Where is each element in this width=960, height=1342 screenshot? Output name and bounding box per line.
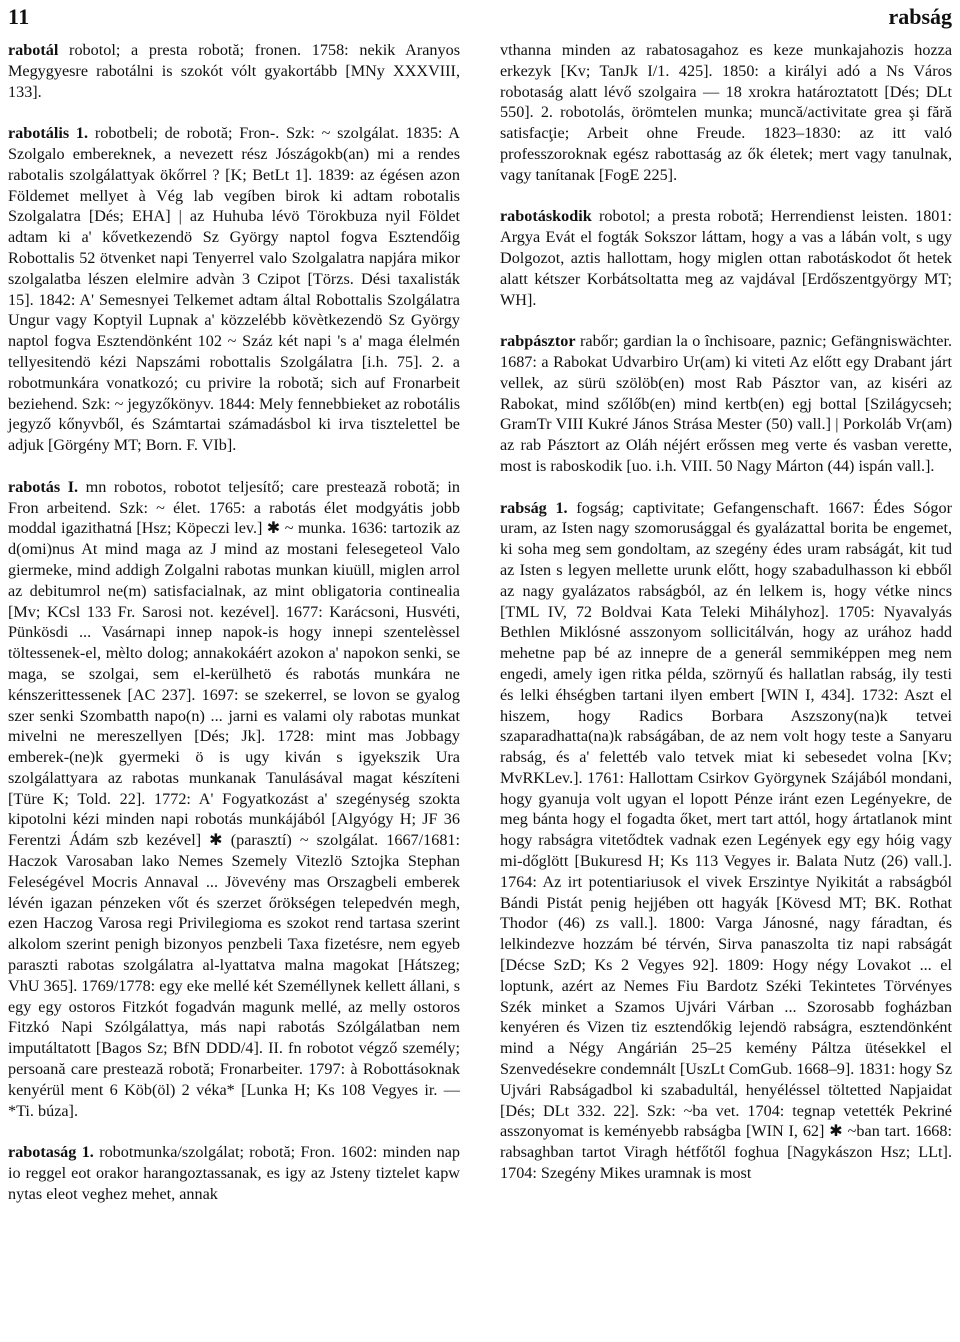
dictionary-entry [500, 206, 952, 310]
entry-headword: rabotáskodik [500, 207, 592, 226]
dictionary-entry [500, 40, 952, 186]
entry-text: robotol; a presta robotă; fronen. 1758: nekik Aranyos Megygyesre rabotálni is szokót vólt gyakortább [MNy XXXVIII, 133]. [8, 41, 460, 101]
dictionary-entry [500, 331, 952, 477]
page-header [8, 0, 952, 34]
dictionary-entry [8, 40, 460, 102]
entry-text: vthanna minden az rabatosagahoz es keze munkajahozis hozza erkezyk [Kv; TanJk I/1. 425]. 1850: a királyi adó a Ns Város robotaság alatt lévő szolgaira — 18 xrokra határoztatott [Dés; DLt 550]. 2. robotolás, örömtelen munka; muncă/activitate grea şi fără satisfacţie; Arbeit ohne Freude. 1823–1830: az itt való professzoroknak egész rabottaság az ők életek; mert vagy tanulnak, vagy tanítanak [FogE 225]. [500, 41, 952, 184]
entry-text: mn robotos, robotot teljesítő; care prestează robotă; in Fron arbeitend. Szk: ~ élet. 1765: a rabotás élet modgyátis jobb moddal igazithatná [Hsz; Köpeczi lev.] ✱ ~ munka. 1636: tartozik az d(omi)nus At mind maga az J mind az mostani felesegeteol Valo giermeke, mind addigh Zolgalni rabotas munkan kiuüll, miglen arrol az debitumrol ne(m) satisfacialnak, az mint obligatoria continealia [Mv; KCsl 133 Fr. Sarosi not. kezével]. 1677: Karácsoni, Husvéti, Pünkösdi ... Vasárnapi innep napok-is hogy innepi szentelèssel töltessenek-el, mèlto dolog; annakokáért azokon a' napokon senki, se maga, se szolgai, sem el-kerülhetö és rabotás munkára ne kénszerittessenek [AC 237]. 1697: se szekerrel, se lovon se gyalog szer senki Szombatth napo(n) ... jarni es valami oly rabotas munkat mivelni ne mereszellyen [Dés; Jk]. 1728: mint mas Jobbagy emberek-(ne)k gyermeki ö is ugy kiván s igyekszik Ura szolgálattyara az rabotas munkanak Tanulásával magat készíteni [Türe K; Told. 22]. 1772: A' Fogyatkozást a' szegénység szokta kipotolni kézi minden napi robotás munkájából [Algyógy H; JF 36 Ferentzi Ádám szb kezével] ✱ (parasztí) ~ szolgálat. 1667/1681: Haczok Varosaban lako Nemes Szemely Vitezlö Sztojka Stephan Feleségével Mocris Annaval ... Jövevény mas Orszagbeli emberek lévén igazan pénzeken vőt és szerzet őrökségen telepedvén megh, ezen Haczog Varosa regi Privilegioma es szokot rend tartasa szerint alkolom szerint penigh bizonyos penzbeli Taxa fizetésre, nem egyeb paraszti rabotas szolgálatra al-lyattatva malna magokat [Hátszeg; VhU 365]. 1769/1778: egy eke mellé két Személlynek kellett állani, s egy egy ostoros Fitzkót fogadván magunk mellé, az melly ostoros Fitzkó Napi Szólgálattya, más napi rabotás Szólgálatban nem imputáltatott [Bagos Sz; BfN DDD/4]. II. fn robotot végző személy; persoană care prestează robotă; Fronarbeiter. 1797: à Robottásoknak kenyérül ment 6 Köb(öl) 2 véka* [Lunka H; Ks 108 Vegyes ir. — *Ti. búza]. [8, 477, 460, 1120]
entry-headword: rabpásztor [500, 332, 576, 351]
page-number: 11 [8, 4, 30, 29]
dictionary-entry [8, 123, 460, 456]
entry-text: rabőr; gardian la o închisoare, paznic; Gefängniswächter. 1687: a Rabokat Udvarbiro Ur(am) ki viteti Az előtt egy Drabant járt vellek, az sürü szölöb(en) most Rab Pásztor van, az kiséri az Rabokat, mind szőlőb(en) mind kertb(en) egj bottal [Szilágycseh; GramTr VIII Kukré János Strása Mester (50) vall.] | Porkoláb Vr(am) az rab Pásztort az Oláh néjért erőssen meg verte és vasban verette, most is raboskodik [uo. i.h. VIII. 50 Nagy Márton (44) ispán vall.]. [500, 332, 952, 475]
dictionary-entry [8, 477, 460, 1122]
entry-headword: rabotális 1. [8, 124, 89, 143]
entry-text: robotmunka/szolgálat; robotă; Fron. 1602: minden nap io reggel eot orakor harangoztassanak, es igy az Jsteny tiztelet kapw nytas eleot veghez mehet, annak [8, 1143, 460, 1203]
running-head: rabság [888, 4, 952, 29]
entry-headword: rabság 1. [500, 498, 568, 517]
entry-text: fogság; captivitate; Gefangenschaft. 1667: Édes Sógor uram, az Isten nagy szomorusággal és gyalázattal borita be engemet, ki soha meg sem gondoltam, az szegény édes uram rabságát, kit tud az Isten s legyen mellette urunk előtt, hogy szabadulhasson ki ebből az nagy gyalázatos rabságból, az én lelkem is, hogy vétke nincs [TML IV, 72 Boldvai Kata Teleki Mihályhoz]. 1705: Nyavalyás Bethlen Miklósné asszonyom sollicitálván, hogy az urához hadd mehetne pap bé az innepre de a generál semmiképpen meg nem engedi, amely igen ritka példa, szörnyű és hallatlan rabság, ily testi és lelki éhségben tartani ilyen embert [WIN I, 434]. 1732: Aszt el hiszem, hogy Radics Borbara Aszszony(na)k tetvei szaparadhatta(na)k rabságában, de az nem volt hogy teste a Sanyaru rabság, és a' felettéb valo tetvek miat ki sebesedet volna [Kv; MvRKLev.]. 1761: Hallottam Csirkov Györgynek Szájából mondani, hogy gyanuja volt ugyan el lopott Pénze iránt ezen Legényekre, de meg bánta hogy el fogadta őket, mert tart attól, hogy ártatlanok mint hogy rabságra vitetődtek vadnak ezen Legények egy egy hóig vagy mi-dőglött [Bukuresd H; Ks 113 Vegyes ir. Balata Nutz (26) vall.]. 1764: Az irt potentiariusok el vivek Erszintye Nyikitát a rabságból Bándi Pistát penig hejjében ott hagyák [Kövesd MT; BK. Rothat Thodor (46) zs vall.]. 1800: Varga Jánosné, nagy fáradtan, és lelkindezve hozzám bé térvén, Sirva panaszolta tiz napi rabságát [Décse SzD; Ks 2 Vegyes 92]. 1809: Hogy négy Lovakot ... el loptunk, azért az Nemes Fiu Bardotz Széki Tekintetes Törvényes Szék minket a Szamos Ujvári Várban ... Szorosabb fogházban kenyéren és Vizen tiz esztendőkig lejendö rabságra, esztendönként mind a Négy Angárián 25–25 kemény Páltza ütésekkel el Szenvedésekre condemnált [UszLt ComGub. 1668–9]. 1831: hogy Sz Ujvári Rabságadbol ki szabadultál, henyéléssel töltetted Napjaidat [Dés; DLt 332. 22]. Szk: ~ba vet. 1704: tegnap vetették Pekriné asszonyomat is keményebb rabságba [WIN I, 62] ✱ ~ban tart. 1668: rabsaghban tartot Viragh hétfőtől foghua [Nagykászon Hsz; LLt]. 1704: Szegény Mikes uramnak is most [500, 498, 952, 1183]
entry-headword: rabotaság 1. [8, 1143, 94, 1162]
entry-text: robotol; a presta robotă; Herrendienst leisten. 1801: Argya Evát el fogták Sokszor láttam, hogy a vas a lábán volt, s ugy Dolgozot, aztis hallottam, hogy miglen ottan rabotáskodot őt hetek alatt kétszer Korbátsoltatta meg az vajdával [Erdőszentgyörgy MT; WH]. [500, 207, 952, 309]
right-column [500, 40, 952, 1205]
left-column [8, 40, 460, 1225]
dictionary-entry [500, 498, 952, 1184]
dictionary-entry [8, 1142, 460, 1204]
entry-headword: rabotál [8, 41, 59, 59]
entry-headword: rabotás I. [8, 477, 79, 496]
entry-text: robotbeli; de robotă; Fron-. Szk: ~ szolgálat. 1835: A Szolgalo embereknek, a nevezett rész Jószágokb(an) mi a rendes rabotalis szolgálattyak ökőrrel ? [K; BetLt 1]. 1839: az égésen azon Földemet mellyet à Vég lab vegíben birok ki adtam robotalis Szolgalatra [Dés; EHA] | az Huhuba lévö Törokbuza nyil Földet adtam ki a' kővetkezendö Sz György naptol fogva Esztendőig Robottalis 52 ötvenket napi Tenyerrel valo Szolgalatra napjára mikor szolgalatba lészen elelmire advàn 3 Czipot [Törzs. Dési taxalisták 15]. 1842: A' Semesnyei Telkemet adtam által Robottalis Szolgálatra Ungur vagy Koptyil Lupnak a' közzelébb kövètkezendö Sz György naptol fogva Esztendönként 102 ~ Száz két napi 's a' maga élelmén tellyesitendö kézi Napszámi robottalis Szolgálatra [i.h. 75]. 2. a robotmunkára vonatkozó; cu privire la robotă; sich auf Fronarbeit beziehend. Szk: ~ jegyzőkönyv. 1844: Mely fennebbieket az robotális jegyző kőnyvből, és Számtartai számadásbol ki irva tisztelettel be adjuk [Görgény MT; Born. F. VIb]. [8, 124, 460, 455]
